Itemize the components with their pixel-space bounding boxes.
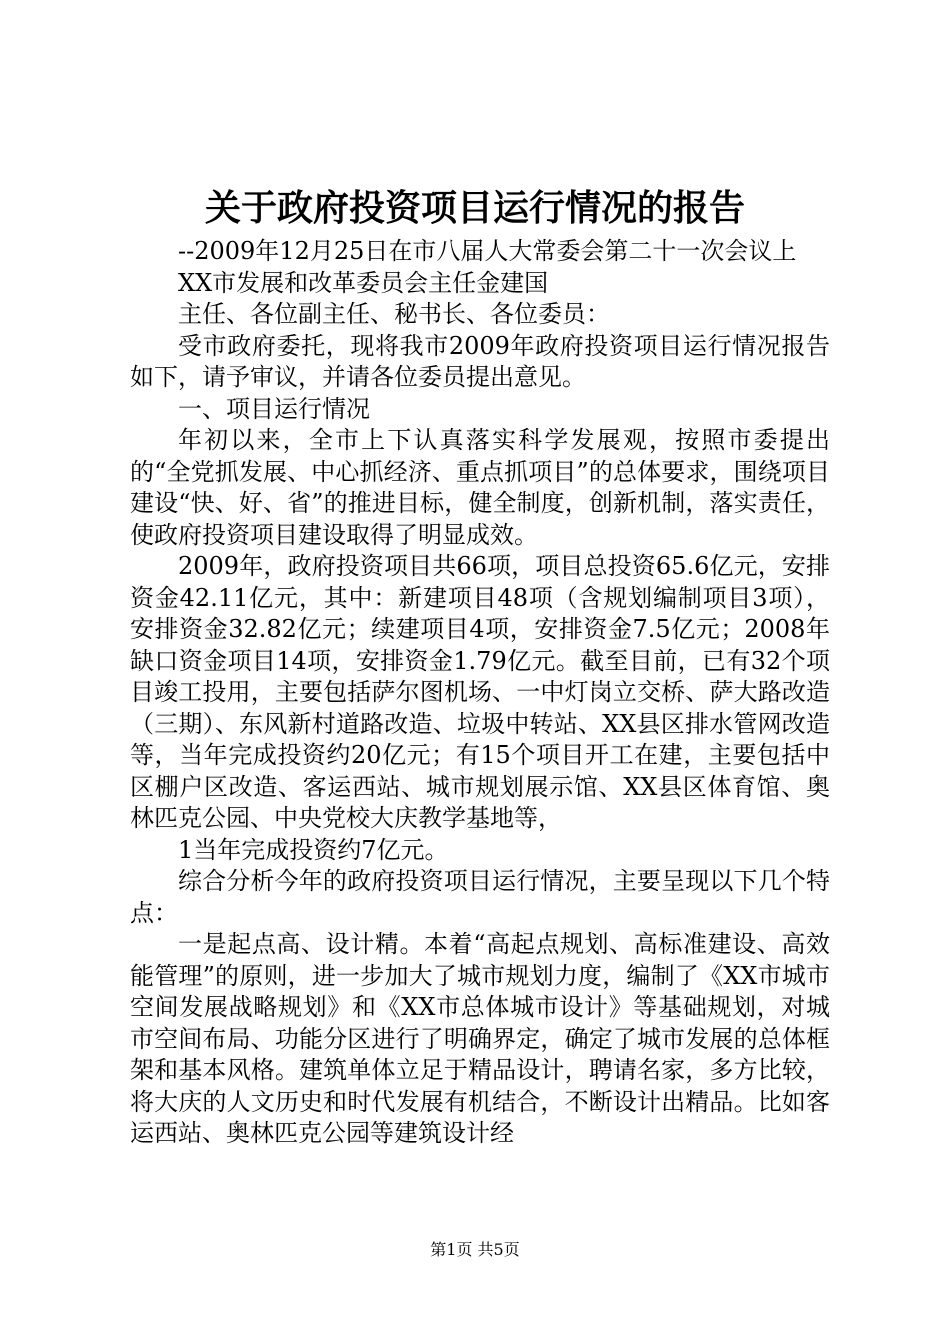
body-paragraph: 年初以来，全市上下认真落实科学发展观，按照市委提出的“全党抓发展、中心抓经济、重点抓项目”的总体要求，围绕项目建设“快、好、省”的推进目标，健全制度，创新机制，落实责任，使政府投资项目建设取得了明显成效。	[130, 426, 830, 549]
body-paragraph: 一是起点高、设计精。本着“高起点规划、高标准建设、高效能管理”的原则，进一步加大了城市规划力度，编制了《XX市城市空间发展战略规划》和《XX市总体城市设计》等基础规划，对城市空间布局、功能分区进行了明确界定，确定了城市发展的总体框架和基本风格。建筑单体立足于精品设计，聘请名家，多方比较，将大庆的人文历史和时代发展有机结合，不断设计出精品。比如客运西站、奥林匹克公园等建筑设计经	[130, 930, 830, 1147]
author-paragraph: XX市发展和改革委员会主任金建国	[178, 268, 549, 297]
body-paragraph: 综合分析今年的政府投资项目运行情况，主要呈现以下几个特点：	[130, 867, 830, 927]
document-title: 关于政府投资项目运行情况的报告	[204, 187, 745, 229]
body-paragraph: 1当年完成投资约7亿元。	[178, 835, 449, 864]
subtitle-paragraph: --2009年12月25日在市八届人大常委会第二十一次会议上	[178, 237, 797, 265]
salutation-paragraph: 主任、各位副主任、秘书长、各位委员：	[178, 300, 610, 328]
body-paragraph: 受市政府委托，现将我市2009年政府投资项目运行情况报告如下，请予审议，并请各位委员提出意见。	[130, 331, 830, 391]
body-paragraph: 2009年，政府投资项目共66项，项目总投资65.6亿元，安排资金42.11亿元，其中：新建项目48项（含规划编制项目3项），安排资金32.82亿元；续建项目4项，安排资金7.5亿元；2008年缺口资金项目14项，安排资金1.79亿元。截至目前，已有32个项目竣工投用，主要包括萨尔图机场、一中灯岗立交桥、萨大路改造（三期）、东风新村道路改造、垃圾中转站、XX县区排水管网改造等，当年完成投资约20亿元；有15个项目开工在建，主要包括中区棚户区改造、客运西站、城市规划展示馆、XX县区体育馆、奥林匹克公园、中央党校大庆教学基地等，	[130, 552, 830, 832]
section-heading: 一、项目运行情况	[178, 394, 370, 423]
page-footer: 第1页 共5页	[430, 1240, 520, 1259]
document-body	[130, 236, 830, 1150]
